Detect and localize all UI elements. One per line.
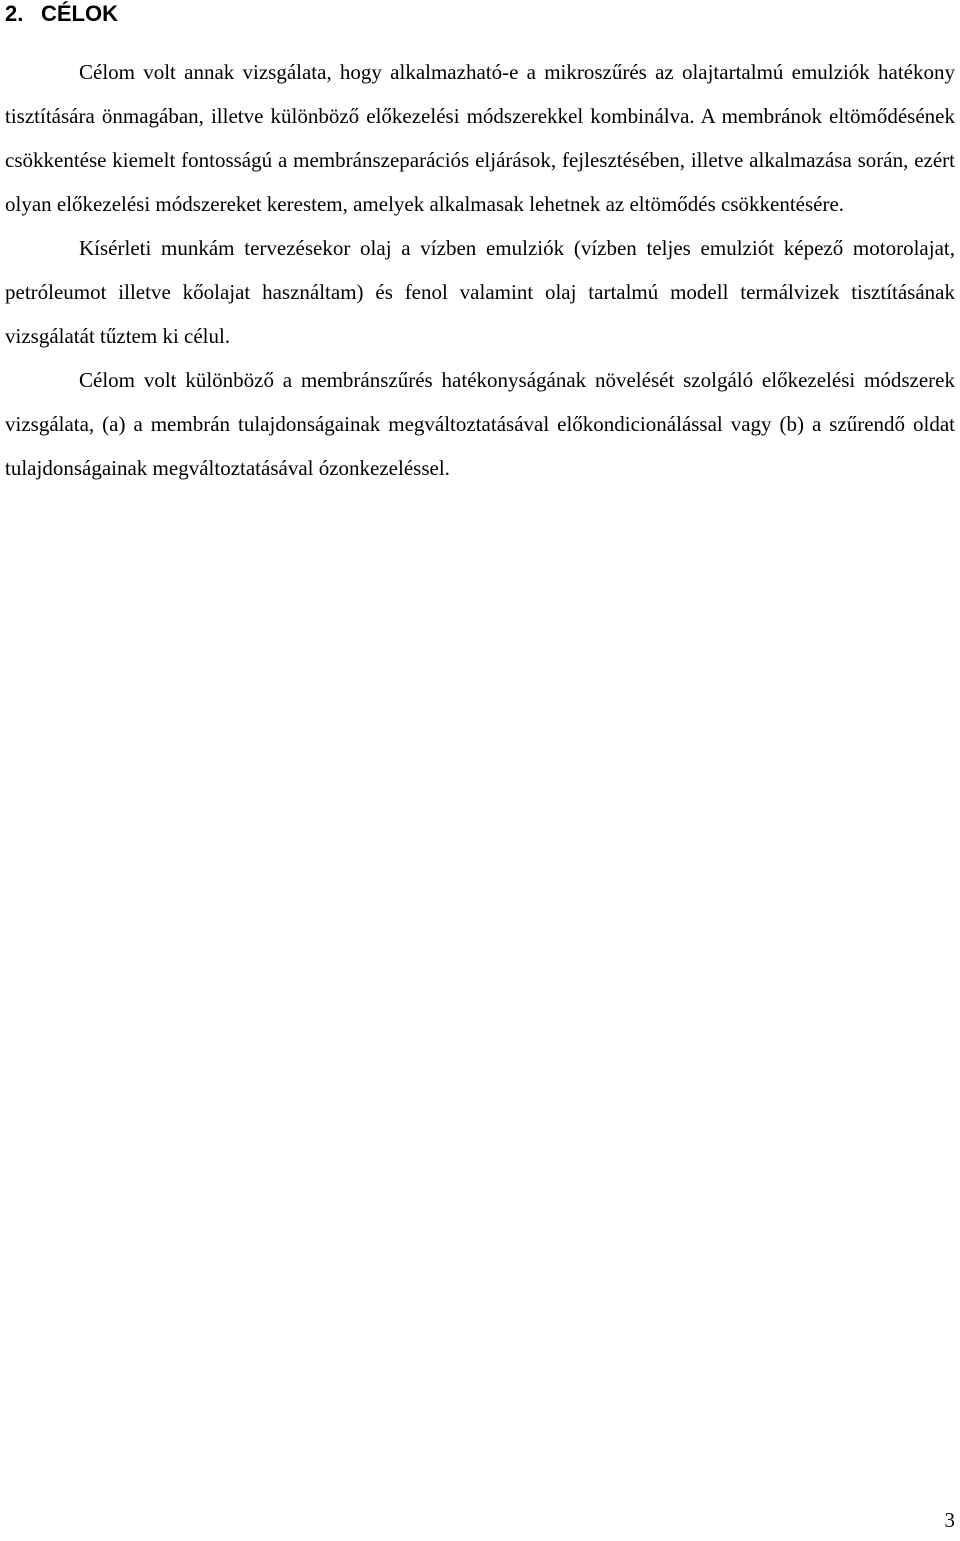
section-number: 2. xyxy=(5,1,24,26)
paragraph-pretreatment: Célom volt különböző a membránszűrés hatékonyságának növelését szolgáló előkezelési módszerek vizsgálata, (a) a membrán tulajdonságainak megváltoztatásával előkondicionálással vagy (b) a szűrendő oldat tulajdonságainak megváltoztatásával ózonkezeléssel. xyxy=(5,368,955,480)
paragraph-goals: Célom volt annak vizsgálata, hogy alkalmazható-e a mikroszűrés az olajtartalmú emulziók hatékony tisztítására önmagában, illetve különböző előkezelési módszerekkel kombinálva. A membránok eltömődésének csökkentése kiemelt fontosságú a membránszeparációs eljárások, fejlesztésében, illetve alkalmazása során, ezért olyan előkezelési módszereket kerestem, amelyek alkalmasak lehetnek az eltömődés csökkentésére. xyxy=(5,60,955,216)
body-text xyxy=(5,50,955,490)
paragraph-experiments: Kísérleti munkám tervezésekor olaj a vízben emulziók (vízben teljes emulziót képező motorolajat, petróleumot illetve kőolajat használtam) és fenol valamint olaj tartalmú modell termálvizek tisztításának vizsgálatát tűztem ki célul. xyxy=(5,236,955,348)
section-title: CÉLOK xyxy=(41,1,118,26)
page-number: 3 xyxy=(944,1508,955,1532)
section-heading xyxy=(5,0,118,28)
